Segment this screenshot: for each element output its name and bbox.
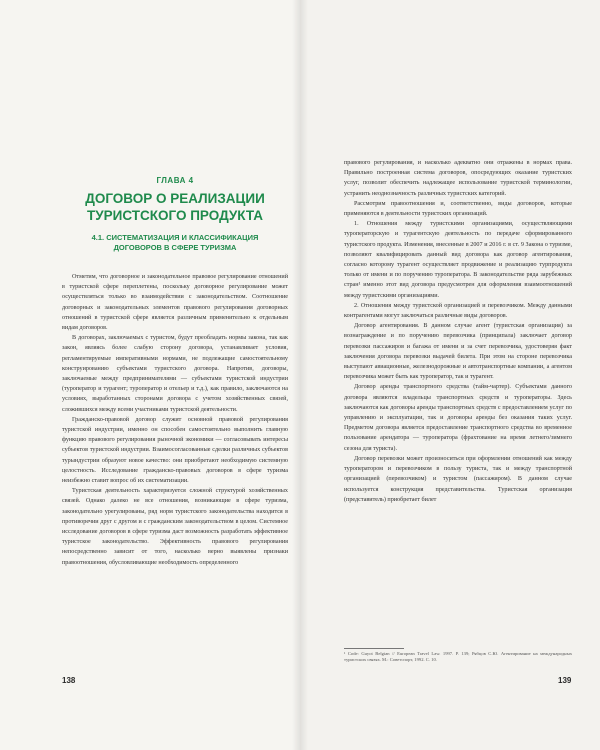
paragraph: Отметим, что договорное и законодательное правовое регулирование отношений в туристской сфере переплетены, поскольку договорное регулирование может осуществляться только во взаимодействии с законодательством. Соотношение договорных и законодательных элементов правового регулирования договорных отношений в туристской сфере является различным применительно к отдельным видам договоров. [62, 274, 288, 332]
left-body-text [62, 272, 288, 568]
paragraph: Туристская деятельность характеризуется сложной структурой хозяйственных связей. Однако далеко не все отношения, возникающие в сфере туризма, законодательно урегулированы, ряд норм туристского законодательства находится в противоречии друг с другом и с гражданским законодательством в целом. Системное исследование договоров в сфере туризма даст возможность разработать эффективное туристское законодательство. Эффективность правового регулирования непосредственно зависит от того, насколько верно выявлены признаки правоотношения, обусловливающие необходимость определенного [62, 488, 288, 566]
paragraph: Гражданско-правовой договор служит основной правовой регулирования туристской индустрии, именно он способен самостоятельно выполнить главную функцию правового регулирования рыночной экономики — согласовывать интересы субъектов туристской индустрии. Взаимосогласованные сделки различных субъектов турындустрии образуют новое качество: они приобретают необходимую системную целостность. Исследование гражданско-правовых договоров в сфере туризма неизбежно ставит вопрос об их систематизации. [62, 416, 288, 485]
paragraph: В договорах, заключаемых с туристом, будут преобладать нормы закона, так как закон, являясь более слабую сторону договора, устанавливает условия, регламентируемые императивными нормами, не подлежащие самостоятельному конструированию субъектами туристского договора. Напротив, договоры, заключаемые между предпринимателями — субъектами туристской индустрии (туроператор и турагент; туроператор и отельер и т.д.), как правило, заключаются на условиях, выработанных сторонами договора с учетом хозяйственных связей, сложившихся между всеми участниками туристской деятельности. [62, 335, 288, 413]
book-gutter [292, 0, 308, 750]
footnote: ¹ Code: Guyot Belgian // European Travel Law. 1997. P. 139; Рябцов С.Ю. Агентирование на международных туристских связях. М.: Советспорт, 1992. С. 10. [344, 651, 572, 662]
paragraph: Договор агентирования. В данном случае агент (туристская организация) за вознаграждение и по поручению перевозчика (принципала) заключает договор перевозки пассажиров и багажа от имени и за счет перевозчика, удостоверяя факт заключения договора перевозки выдачей билета. При этом на стороне перевозчика выступают авиационные, железнодорожные и автотранспортные компании, а агентом перевозчика может быть как туроператор, так и турагент. [344, 323, 572, 381]
section-title [70, 233, 280, 253]
chapter-title-line-1: ДОГОВОР О РЕАЛИЗАЦИИ [85, 191, 265, 206]
paragraph: Договор аренды транспортного средства (тайм-чартер). Субъектами данного договора являются владельцы транспортных средств и туроператоры. Здесь заключаются как договоры аренды транспортных средств с предоставлением услуг по управлению и эксплуатации, так и договоры аренды без оказания таких услуг. Предметом договора является предоставление транспортного средства во временное пользование арендатора — туроператора (фрахтование на время летнего/зимнего сезона для туриста). [344, 384, 572, 452]
chapter-label: ГЛАВА 4 [156, 176, 194, 185]
chapter-title [62, 190, 288, 224]
chapter-title-line-2: ТУРИСТСКОГО ПРОДУКТА [87, 208, 263, 223]
paragraph: Договор перевозки может произноситься при оформлении отношений как между туроператором и перевозчиком в пользу туриста, так и между транспортной организацией (перевозчиком) и туристом (пассажиром). В данном случае используется конструкция представительства. Туристская организация (представитель) приобретает билет [344, 455, 572, 503]
page-number-right: 139 [558, 676, 572, 685]
paragraph: 2. Отношения между туристской организацией и перевозчиком. Между данными контрагентами могут заключаться различные виды договоров. [344, 302, 572, 320]
paragraph: правового регулирования, и насколько адекватно они отражены в нормах права. Правильно построенная система договоров, опосредующих оказание туристских услуг, позволит обеспечить надлежащее использование туристской терминологии, устранить неоднозначность различных туристских категорий. [344, 160, 572, 197]
footnote-rule [344, 648, 404, 649]
paragraph: Рассмотрим правоотношения и, соответственно, виды договоров, которые применяются в деятельности туристских организаций. [344, 200, 572, 218]
page-number-left: 138 [62, 676, 76, 685]
section-title-line-2: ДОГОВОРОВ В СФЕРЕ ТУРИЗМА [113, 243, 237, 252]
right-body-text [344, 158, 572, 505]
section-title-line-1: 4.1. СИСТЕМАТИЗАЦИЯ И КЛАССИФИКАЦИЯ [91, 233, 259, 242]
paragraph: 1. Отношения между туристскими организациями, осуществляющими туроператорскую и турагентскую деятельность по передаче сформированного туристского продукта. Изменения, внесенные в 2007 и 2016 г. в ст. 9 Закона о туризме, позволяют квалифицировать данный вид договора как договор агентирования, согласно которому турагент осуществляет продвижение и реализацию турпродукта только от имени и по поручению туроператора. В законодательстве ряда зарубежных стран¹ именно этот вид договора предусмотрен для оформления взаимоотношений между туристскими организациями. [344, 221, 572, 299]
